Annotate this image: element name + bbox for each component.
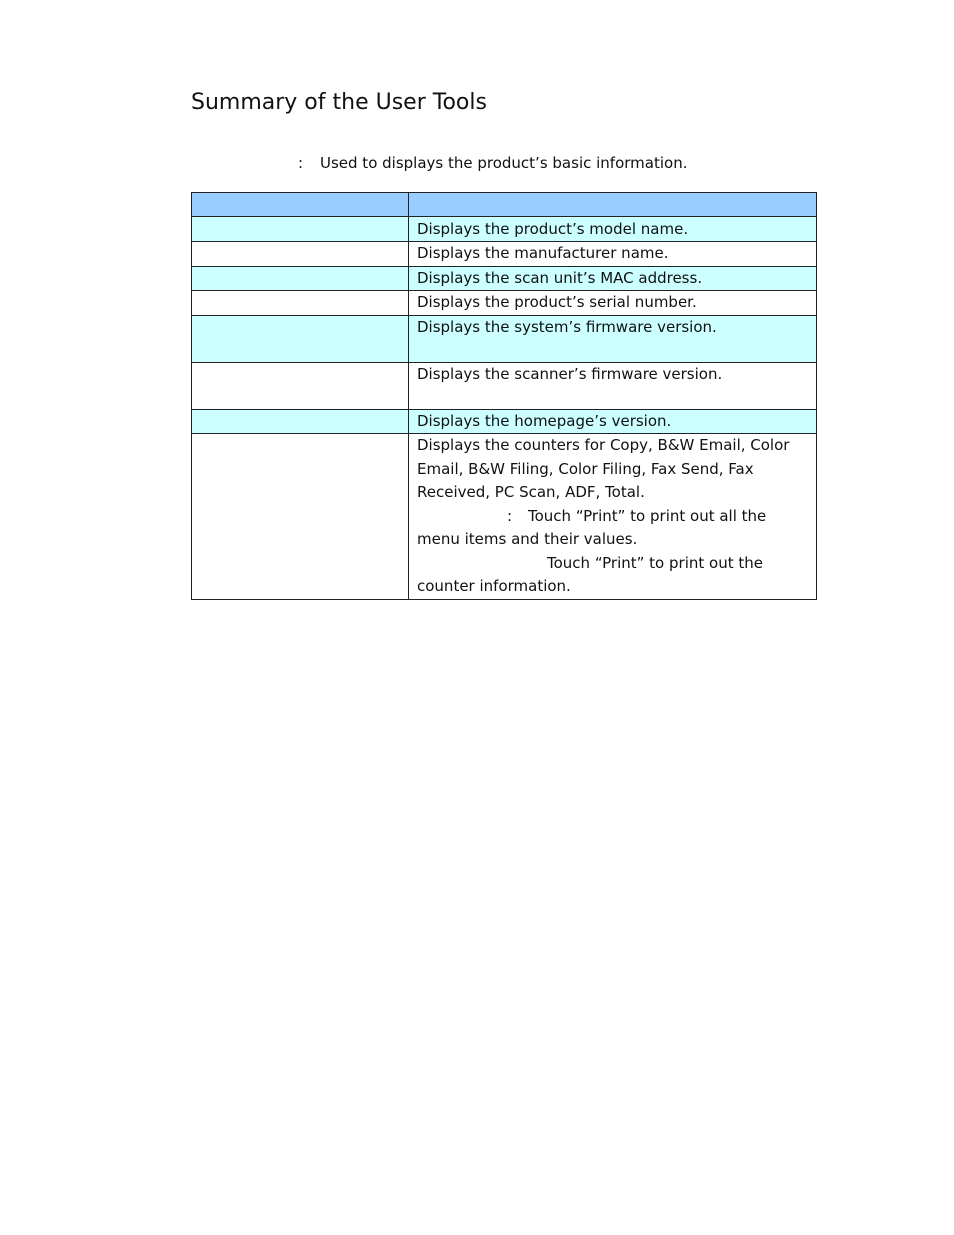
print-note-1-continuation: menu items and their values. xyxy=(417,530,638,548)
item-cell xyxy=(192,217,409,242)
description-cell: Displays the scanner’s firmware version. xyxy=(409,362,817,409)
intro-line xyxy=(298,152,687,174)
description-cell: Displays the manufacturer name. xyxy=(409,242,817,267)
intro-colon: : xyxy=(298,154,304,172)
item-cell xyxy=(192,291,409,316)
description-cell: Displays the scan unit’s MAC address. xyxy=(409,266,817,291)
print-note-2 xyxy=(417,552,808,576)
counter-description-line: Email, B&W Filing, Color Filing, Fax Send, Fax xyxy=(417,459,754,478)
print-note-1-text: Touch “Print” to print out all the xyxy=(528,506,767,525)
print-note-1-colon: : xyxy=(507,506,513,525)
table-row xyxy=(192,217,817,242)
product-info-table xyxy=(191,192,817,600)
item-cell xyxy=(192,409,409,434)
item-cell xyxy=(192,266,409,291)
description-cell: Displays the product’s serial number. xyxy=(409,291,817,316)
page-title: Summary of the User Tools xyxy=(191,90,487,115)
print-note-2-text: Touch “Print” to print out the xyxy=(547,553,763,572)
intro-text: Used to displays the product’s basic information. xyxy=(320,154,688,172)
table-header-row xyxy=(192,193,817,217)
table-row xyxy=(192,362,817,409)
table-row xyxy=(192,409,817,434)
table-row xyxy=(192,266,817,291)
item-cell xyxy=(192,434,409,600)
item-cell xyxy=(192,315,409,362)
table-row xyxy=(192,291,817,316)
item-cell xyxy=(192,362,409,409)
table-row xyxy=(192,315,817,362)
description-cell: Displays the system’s firmware version. xyxy=(409,315,817,362)
table-row-counters xyxy=(192,434,817,600)
header-cell-item xyxy=(192,193,409,217)
counter-description-line: Displays the counters for Copy, B&W Email, Color xyxy=(417,436,790,454)
item-cell xyxy=(192,242,409,267)
print-note-2-continuation: counter information. xyxy=(417,577,571,595)
description-cell: Displays the product’s model name. xyxy=(409,217,817,242)
header-cell-description xyxy=(409,193,817,217)
counter-description-line: Received, PC Scan, ADF, Total. xyxy=(417,483,645,501)
table-row xyxy=(192,242,817,267)
description-cell-counters xyxy=(409,434,817,600)
print-note-1 xyxy=(417,505,808,529)
description-cell: Displays the homepage’s version. xyxy=(409,409,817,434)
